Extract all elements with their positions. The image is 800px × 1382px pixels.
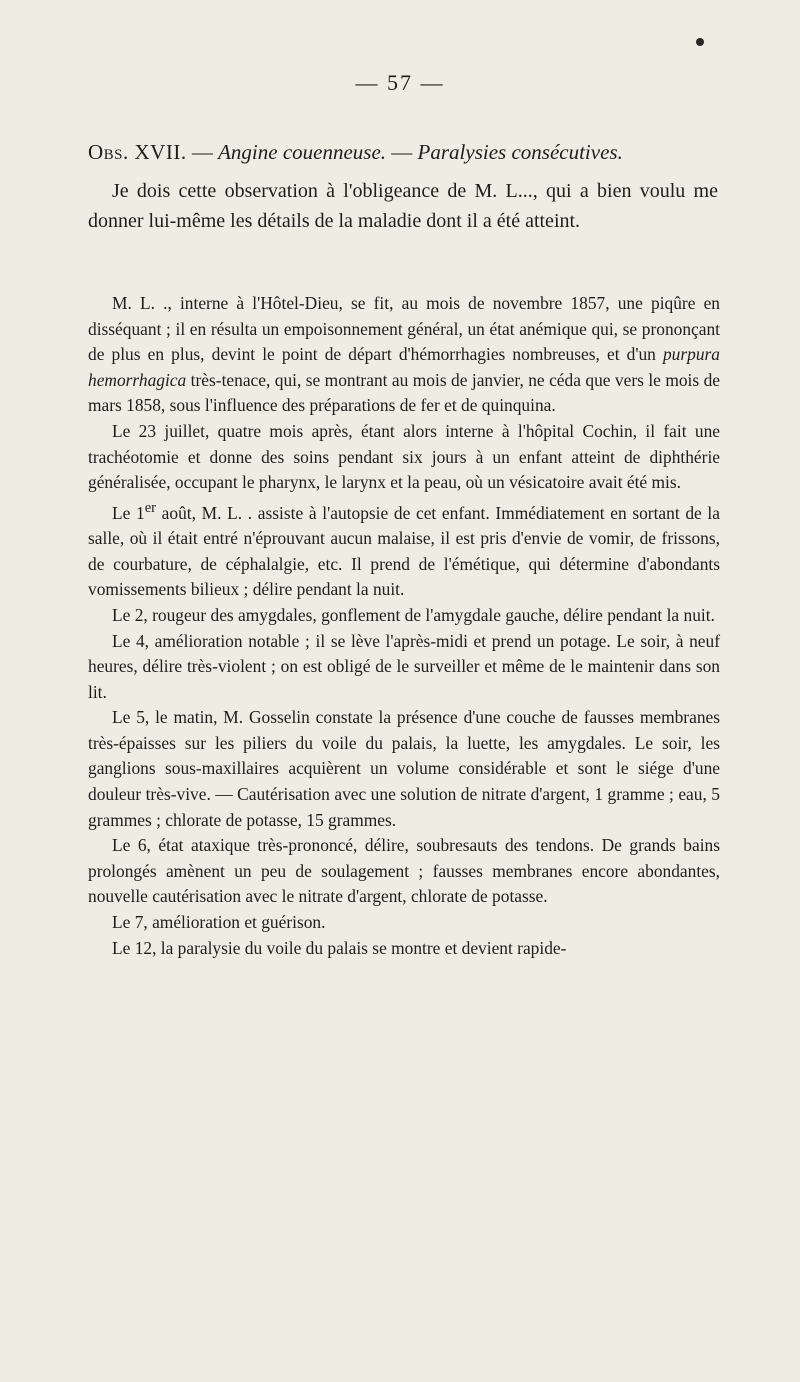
paragraph-text: très-tenace, qui, se montrant au mois de janvier, ne céda que vers le mois de mars 1858, sous l'influence des préparations de fer et de quinquina. — [88, 369, 720, 416]
paragraph-italic-term: purpura hemorrhagica — [88, 344, 720, 390]
paragraph: Le 23 juillet, quatre mois après, étant alors interne à l'hôpital Cochin, il fait une trachéotomie et donne des soins pendant six jours à un enfant atteint de diphthérie généralisée, occupant le pharynx, le larynx et la peau, où un vésicatoire avait été mis. — [88, 420, 720, 493]
page-number: — 57 — — [355, 70, 445, 95]
case-report-body — [88, 291, 720, 961]
paragraph — [88, 496, 720, 603]
paragraph — [88, 291, 720, 419]
heading-dash: — — [386, 140, 418, 164]
observation-heading — [88, 140, 728, 165]
paragraph: Le 4, amélioration notable ; il se lève l'après-midi et prend un potage. Le soir, à neuf heures, délire très-violent ; on est obligé de le surveiller et même de le maintenir dans son lit. — [88, 630, 720, 702]
ordinal-superscript: er — [144, 499, 156, 516]
paragraph: Le 12, la paralysie du voile du palais se montre et devient rapide- — [112, 937, 567, 958]
paragraph-text: M. L. ., interne à l'Hôtel-Dieu, se fit, au mois de novembre 1857, une piqûre en disséquant ; il en résulta un empoisonnement général, un état anémique qui, se prononçant de plus en plus, devint le point de départ d'hémorrhagies nombreuses, et d'un — [88, 293, 720, 365]
paragraph-text: Le 1 — [112, 502, 145, 523]
observation-subtitle: Paralysies consécutives. — [417, 140, 623, 164]
intro-paragraph: Je dois cette observation à l'obligeance de M. L..., qui a bien voulu me donner lui-même les détails de la maladie dont il a été atteint. — [88, 180, 718, 232]
heading-dash: — — [186, 140, 219, 164]
observation-number: Obs. XVII. — [88, 140, 187, 164]
ink-dot-mark — [696, 38, 704, 46]
observation-title: Angine couenneuse. — [218, 140, 387, 164]
paragraph-text: août, M. L. . assiste à l'autopsie de cet enfant. Immédiatement en sortant de la salle, où il était entré n'éprouvant aucun malaise, il est pris d'envie de vomir, de frissons, de courbature, de céphalalgie, etc. Il prend de l'émétique, qui détermine d'abondants vomissements bilieux ; délire pendant la nuit. — [88, 502, 720, 600]
paragraph: Le 2, rougeur des amygdales, gonflement de l'amygdale gauche, délire pendant la nuit. — [112, 604, 715, 625]
paragraph: Le 6, état ataxique très-prononcé, délire, soubresauts des tendons. De grands bains prolongés amènent un peu de soulagement ; fausses membranes encore abondantes, nouvelle cautérisation avec le nitrate d'argent, chlorate de potasse. — [88, 835, 720, 907]
paragraph: Le 7, amélioration et guérison. — [112, 912, 326, 933]
paragraph: Le 5, le matin, M. Gosselin constate la présence d'une couche de fausses membranes très-épaisses sur les piliers du voile du palais, la luette, les amygdales. Le soir, les ganglions sous-maxillaires acquièrent un volume considérable et sont le siége d'une douleur très-vive. — Cautérisation avec une solution de nitrate d'argent, 1 gramme ; eau, 5 grammes ; chlorate de potasse, 15 grammes. — [88, 707, 720, 830]
